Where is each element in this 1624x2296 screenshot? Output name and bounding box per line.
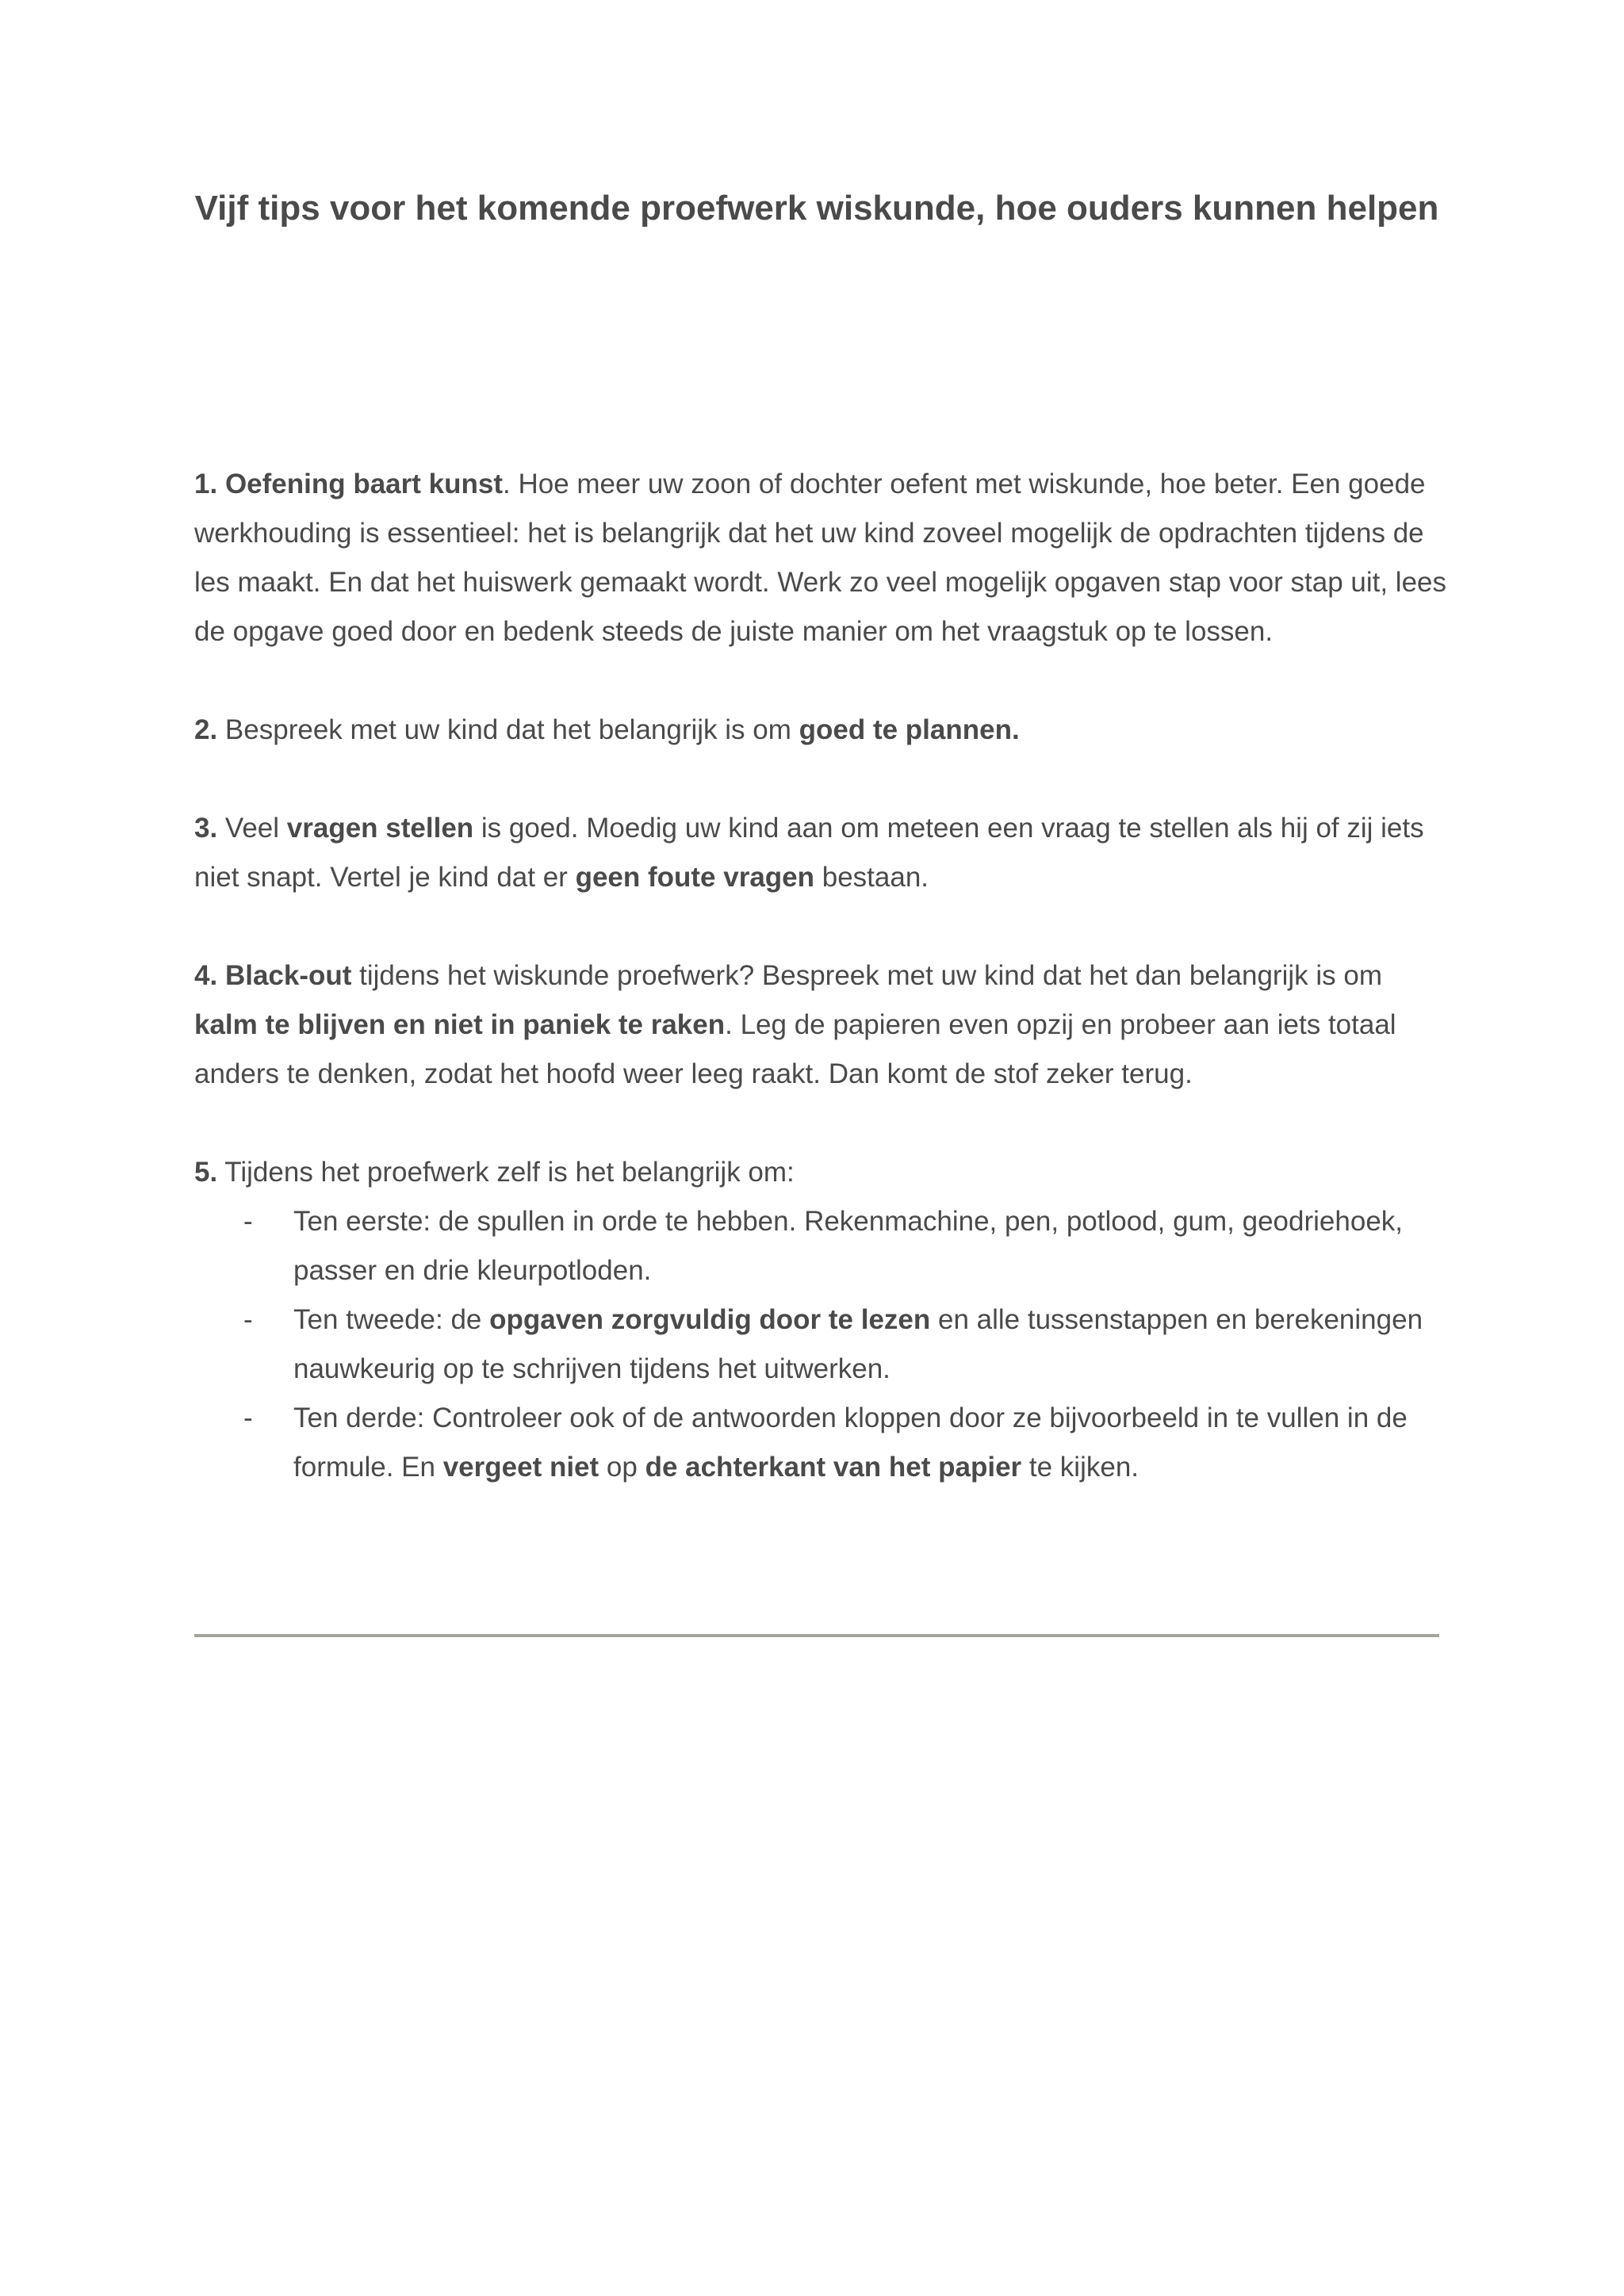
list-item-text: Ten eerste: de spullen in orde te hebben. Rekenmachine, pen, potlood, gum, geodriehoek, passer en drie kleurpotloden. [293, 1206, 1404, 1286]
tip-3-number: 3. [194, 813, 218, 844]
list-dash: - [243, 1206, 253, 1237]
tip-5-text: Tijdens het proefwerk zelf is het belangrijk om: [217, 1157, 795, 1188]
list-item-text-b: en alle tussenstappen en berekeningen nauwkeurig op te schrijven tijdens het uitwerken. [293, 1304, 1423, 1384]
page-title: Vijf tips voor het komende proefwerk wiskunde, hoe ouders kunnen helpen [194, 189, 1439, 228]
tip-2-number: 2. [194, 714, 218, 745]
tip-5-block [194, 1148, 1447, 1492]
list-item-text-a: Ten derde: Controleer ook of de antwoorden kloppen door ze bijvoorbeeld in te vullen in de formule. En [293, 1402, 1408, 1483]
tip-4-heading: Black-out [224, 960, 352, 991]
list-item-emphasis-b: de achterkant van het papier [645, 1452, 1022, 1483]
tip-1-paragraph [194, 460, 1447, 656]
tip-4-paragraph [194, 951, 1447, 1099]
list-item-text-b: op [599, 1452, 645, 1483]
list-item [194, 1295, 1447, 1394]
tip-4-emphasis: kalm te blijven en niet in paniek te raken [194, 1009, 726, 1040]
horizontal-divider [194, 1634, 1439, 1637]
list-item-emphasis-a: vergeet niet [442, 1452, 599, 1483]
tip-4-number: 4. [194, 960, 218, 991]
list-item [194, 1394, 1447, 1492]
tip-3-emphasis-a: vragen stellen [286, 813, 474, 844]
tip-5-intro [194, 1148, 1447, 1197]
document-body [194, 460, 1447, 1492]
list-dash: - [243, 1402, 253, 1433]
tip-1-text: . Hoe meer uw zoon of dochter oefent met wiskunde, hoe beter. Een goede werkhouding is essentieel: het is belangrijk dat het uw kind zoveel mogelijk de opdrachten tijdens de les maakt. En dat het huiswerk gemaakt wordt. Werk zo veel mogelijk opgaven stap voor stap uit, lees de opgave goed door en bedenk steeds de juiste manier om het vraagstuk op te lossen. [194, 469, 1447, 647]
tip-3-paragraph [194, 804, 1447, 902]
list-item-emphasis: opgaven zorgvuldig door te lezen [489, 1304, 931, 1335]
tip-3-text-c: bestaan. [814, 862, 929, 893]
tip-2-paragraph [194, 706, 1447, 755]
tip-4-text-b: . Leg de papieren even opzij en probeer aan iets totaal anders te denken, zodat het hoofd weer leeg raakt. Dan komt de stof zeker terug. [194, 1009, 1396, 1089]
tip-5-number: 5. [194, 1157, 218, 1188]
tip-2-text: Bespreek met uw kind dat het belangrijk is om [217, 714, 799, 745]
list-item [194, 1197, 1447, 1295]
list-dash: - [243, 1304, 253, 1335]
tip-1-heading: Oefening baart kunst [224, 469, 503, 499]
list-item-text-a: Ten tweede: de [293, 1304, 490, 1335]
tip-4-text-a: tijdens het wiskunde proefwerk? Bespreek met uw kind dat het dan belangrijk is om [351, 960, 1382, 991]
tip-5-list [194, 1197, 1447, 1492]
tip-3-emphasis-b: geen foute vragen [575, 862, 815, 893]
list-item-text-c: te kijken. [1021, 1452, 1139, 1483]
tip-2-emphasis: goed te plannen. [799, 714, 1020, 745]
tip-3-text-b: is goed. Moedig uw kind aan om meteen een vraag te stellen als hij of zij iets niet snapt. Vertel je kind dat er [194, 813, 1424, 893]
tip-3-text-a: Veel [217, 813, 287, 844]
tip-1-number: 1. [194, 469, 218, 499]
